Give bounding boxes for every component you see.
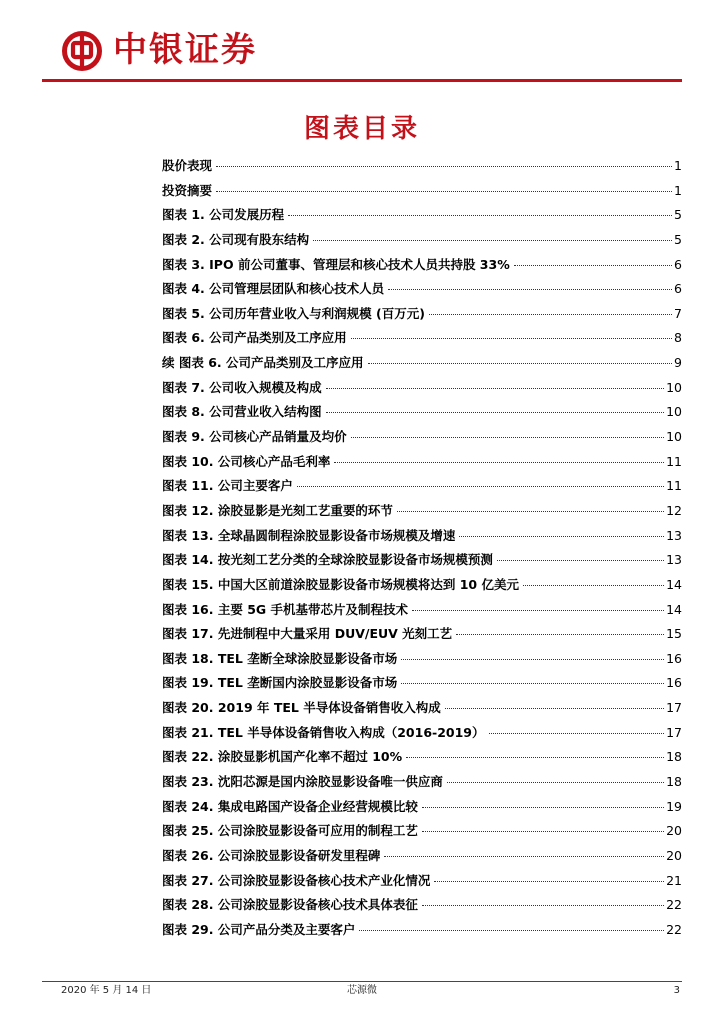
toc-entry[interactable] xyxy=(162,624,682,649)
toc-entry-page: 7 xyxy=(674,305,682,321)
toc-entry-page: 11 xyxy=(666,478,682,494)
toc-entry[interactable] xyxy=(162,476,682,501)
toc-entry[interactable] xyxy=(162,600,682,625)
footer-divider xyxy=(42,981,682,982)
toc-entry-label: 图表 2. 公司现有股东结构 xyxy=(162,231,310,247)
toc-entry[interactable] xyxy=(162,402,682,427)
toc-entry-page: 20 xyxy=(666,847,682,863)
toc-dot-leader xyxy=(406,757,664,758)
toc-entry[interactable] xyxy=(162,846,682,871)
toc-entry[interactable] xyxy=(162,673,682,698)
table-of-contents xyxy=(162,156,682,945)
toc-entry[interactable] xyxy=(162,821,682,846)
toc-dot-leader xyxy=(401,683,664,684)
toc-dot-leader xyxy=(334,462,664,463)
toc-entry-label: 股价表现 xyxy=(162,158,213,173)
toc-entry[interactable] xyxy=(162,353,682,378)
toc-entry[interactable] xyxy=(162,501,682,526)
toc-entry-label: 图表 9. 公司核心产品销量及均价 xyxy=(162,429,347,445)
toc-dot-leader xyxy=(429,314,672,315)
toc-entry[interactable] xyxy=(162,279,682,304)
toc-dot-leader xyxy=(216,191,672,192)
toc-entry[interactable] xyxy=(162,328,682,353)
toc-dot-leader xyxy=(514,265,672,266)
toc-dot-leader xyxy=(384,856,664,857)
toc-dot-leader xyxy=(368,363,673,364)
toc-entry-label: 图表 13. 全球晶圆制程涂胶显影设备市场规模及增速 xyxy=(162,527,456,543)
toc-dot-leader xyxy=(434,881,664,882)
toc-dot-leader xyxy=(459,536,664,537)
toc-entry-page: 19 xyxy=(666,798,682,814)
toc-entry[interactable] xyxy=(162,526,682,551)
toc-dot-leader xyxy=(412,610,664,611)
toc-dot-leader xyxy=(297,486,664,487)
toc-entry-page: 6 xyxy=(674,256,682,272)
toc-entry-page: 20 xyxy=(666,823,682,839)
toc-entry-page: 6 xyxy=(674,281,682,297)
brand-name: 中银证券 xyxy=(113,30,257,70)
toc-dot-leader xyxy=(397,511,664,512)
toc-entry-label: 图表 6. 公司产品类别及工序应用 xyxy=(162,330,347,346)
toc-entry-page: 21 xyxy=(666,872,682,888)
toc-entry[interactable] xyxy=(162,723,682,748)
toc-entry-page: 13 xyxy=(666,527,682,543)
page-title: 图表目录 xyxy=(303,114,420,144)
toc-entry[interactable] xyxy=(162,698,682,723)
toc-dot-leader xyxy=(216,166,672,167)
toc-dot-leader xyxy=(313,240,672,241)
toc-entry-label: 图表 23. 沈阳芯源是国内涂胶显影设备唯一供应商 xyxy=(162,774,443,790)
toc-entry-label: 图表 26. 公司涂胶显影设备研发里程碑 xyxy=(162,847,381,863)
toc-dot-leader xyxy=(489,733,665,734)
toc-entry[interactable] xyxy=(162,920,682,945)
toc-entry-page: 10 xyxy=(666,379,682,395)
toc-entry-label: 图表 7. 公司收入规模及构成 xyxy=(162,379,322,395)
toc-entry[interactable] xyxy=(162,895,682,920)
toc-entry-label: 续 图表 6. 公司产品类别及工序应用 xyxy=(162,355,364,371)
toc-entry-page: 11 xyxy=(666,453,682,469)
toc-entry-label: 图表 14. 按光刻工艺分类的全球涂胶显影设备市场规模预测 xyxy=(162,552,493,568)
toc-dot-leader xyxy=(288,215,672,216)
toc-entry-page: 9 xyxy=(674,355,682,371)
toc-entry-page: 17 xyxy=(666,700,682,716)
toc-entry-page: 5 xyxy=(674,207,682,223)
toc-entry-label: 图表 21. TEL 半导体设备销售收入构成（2016-2019） xyxy=(162,724,485,740)
toc-entry[interactable] xyxy=(162,772,682,797)
toc-dot-leader xyxy=(401,659,664,660)
toc-entry-page: 12 xyxy=(666,502,682,518)
toc-dot-leader xyxy=(523,585,664,586)
toc-entry-label: 图表 12. 涂胶显影是光刻工艺重要的环节 xyxy=(162,502,393,518)
toc-entry-label: 图表 25. 公司涂胶显影设备可应用的制程工艺 xyxy=(162,823,418,839)
toc-entry-page: 13 xyxy=(666,552,682,568)
toc-entry-label: 图表 22. 涂胶显影机国产化率不超过 10% xyxy=(162,749,403,765)
toc-dot-leader xyxy=(326,388,664,389)
toc-dot-leader xyxy=(456,634,664,635)
toc-entry[interactable] xyxy=(162,871,682,896)
toc-entry-page: 18 xyxy=(666,749,682,765)
toc-entry-label: 图表 11. 公司主要客户 xyxy=(162,478,293,494)
toc-entry-page: 1 xyxy=(674,158,682,173)
toc-entry[interactable] xyxy=(162,747,682,772)
toc-entry-page: 8 xyxy=(674,330,682,346)
toc-entry[interactable] xyxy=(162,255,682,280)
toc-entry[interactable] xyxy=(162,797,682,822)
toc-entry[interactable] xyxy=(162,304,682,329)
toc-entry-page: 15 xyxy=(666,626,682,642)
toc-entry-label: 图表 18. TEL 垄断全球涂胶显影设备市场 xyxy=(162,650,398,666)
toc-entry-label: 图表 15. 中国大区前道涂胶显影设备市场规模将达到 10 亿美元 xyxy=(162,576,519,592)
toc-entry-page: 22 xyxy=(666,921,682,937)
toc-entry[interactable] xyxy=(162,205,682,230)
toc-dot-leader xyxy=(447,782,664,783)
toc-dot-leader xyxy=(422,831,664,832)
toc-entry-page: 18 xyxy=(666,774,682,790)
toc-entry[interactable] xyxy=(162,181,682,206)
bank-of-china-logo-icon xyxy=(61,30,103,72)
toc-entry-page: 14 xyxy=(666,601,682,617)
toc-entry-label: 图表 17. 先进制程中大量采用 DUV/EUV 光刻工艺 xyxy=(162,626,453,642)
footer-company: 芯源微 xyxy=(347,985,377,996)
footer-date: 2020 年 5 月 14 日 xyxy=(61,985,152,996)
header-divider xyxy=(42,79,682,82)
toc-dot-leader xyxy=(388,289,672,290)
toc-entry-label: 图表 4. 公司管理层团队和核心技术人员 xyxy=(162,281,385,297)
toc-entry[interactable] xyxy=(162,575,682,600)
toc-entry-page: 16 xyxy=(666,675,682,691)
toc-entry-label: 图表 19. TEL 垄断国内涂胶显影设备市场 xyxy=(162,675,398,691)
footer-page-number: 3 xyxy=(673,985,680,996)
toc-entry[interactable] xyxy=(162,427,682,452)
toc-dot-leader xyxy=(422,807,664,808)
toc-dot-leader xyxy=(497,560,664,561)
page-header xyxy=(0,0,724,90)
toc-entry[interactable] xyxy=(162,156,682,181)
toc-dot-leader xyxy=(422,905,664,906)
toc-entry-page: 14 xyxy=(666,576,682,592)
toc-entry-label: 投资摘要 xyxy=(162,182,213,198)
toc-entry[interactable] xyxy=(162,230,682,255)
toc-entry-label: 图表 3. IPO 前公司董事、管理层和核心技术人员共持股 33% xyxy=(162,256,510,272)
toc-entry-page: 16 xyxy=(666,650,682,666)
toc-entry[interactable] xyxy=(162,550,682,575)
toc-entry-page: 10 xyxy=(666,404,682,420)
toc-entry-label: 图表 1. 公司发展历程 xyxy=(162,207,285,223)
toc-entry-page: 5 xyxy=(674,231,682,247)
toc-entry-label: 图表 29. 公司产品分类及主要客户 xyxy=(162,921,356,937)
toc-entry-label: 图表 20. 2019 年 TEL 半导体设备销售收入构成 xyxy=(162,700,441,716)
toc-entry[interactable] xyxy=(162,452,682,477)
toc-entry-label: 图表 28. 公司涂胶显影设备核心技术具体表征 xyxy=(162,897,418,913)
toc-entry-label: 图表 16. 主要 5G 手机基带芯片及制程技术 xyxy=(162,601,409,617)
toc-dot-leader xyxy=(351,338,672,339)
toc-entry-label: 图表 27. 公司涂胶显影设备核心技术产业化情况 xyxy=(162,872,431,888)
toc-entry-page: 10 xyxy=(666,429,682,445)
toc-entry-page: 1 xyxy=(674,182,682,198)
toc-entry-label: 图表 5. 公司历年营业收入与利润规模 (百万元) xyxy=(162,305,425,321)
toc-entry[interactable] xyxy=(162,649,682,674)
toc-entry-page: 17 xyxy=(666,724,682,740)
toc-entry[interactable] xyxy=(162,378,682,403)
toc-entry-page: 22 xyxy=(666,897,682,913)
toc-entry-label: 图表 10. 公司核心产品毛利率 xyxy=(162,453,331,469)
toc-entry-label: 图表 24. 集成电路国产设备企业经营规模比较 xyxy=(162,798,418,814)
toc-dot-leader xyxy=(351,437,664,438)
toc-dot-leader xyxy=(445,708,664,709)
toc-entry-label: 图表 8. 公司营业收入结构图 xyxy=(162,404,322,420)
toc-dot-leader xyxy=(326,412,664,413)
toc-dot-leader xyxy=(359,930,664,931)
